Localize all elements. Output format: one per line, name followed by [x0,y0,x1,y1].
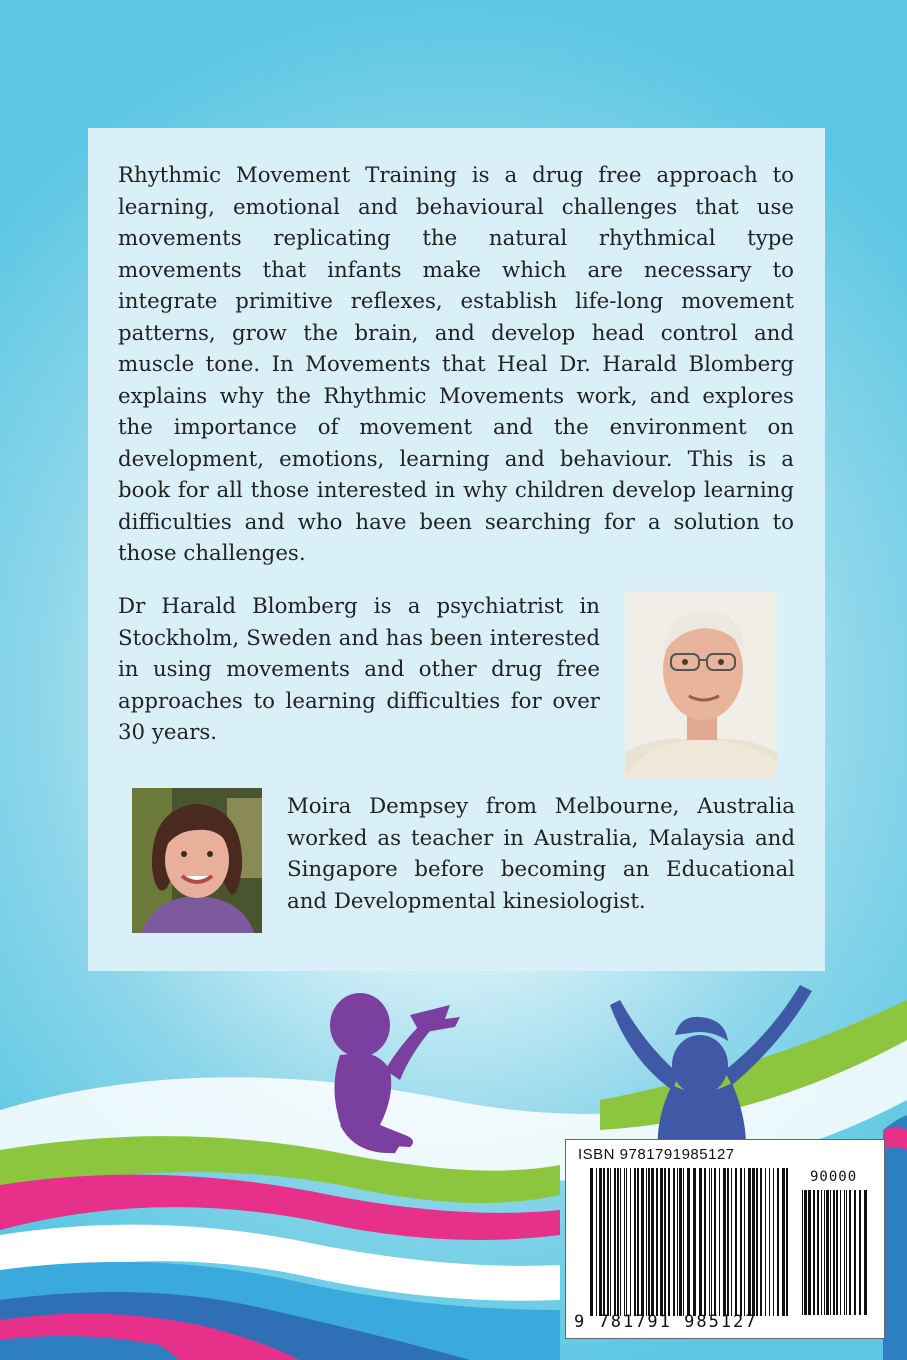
barcode-bar [648,1168,650,1316]
child-arms-raised-silhouette [610,985,812,1165]
barcode-bar [704,1168,706,1316]
barcode-bar [744,1168,745,1316]
barcode-bar [846,1190,847,1315]
barcode-bar [610,1168,611,1316]
barcode-bar [740,1168,742,1316]
barcode-bar [854,1190,856,1315]
barcode-bar [777,1168,779,1316]
barcode-digits: 9 781791 985127 [574,1312,758,1332]
barcode-bar [813,1190,815,1315]
children-silhouettes [300,975,860,1165]
barcode-bar [687,1168,690,1316]
barcode-bar [699,1168,702,1316]
barcode-bar [844,1190,845,1315]
barcode-bar [817,1190,819,1315]
price-code: 90000 [810,1169,858,1185]
barcode-bar [603,1168,605,1316]
barcode-bar [664,1168,666,1316]
barcode-bar [849,1190,851,1315]
barcode-bar [826,1190,829,1315]
barcode-bar [782,1168,785,1316]
barcode-bar [668,1168,670,1316]
barcode-bar [735,1168,737,1316]
barcode-bar [590,1168,593,1316]
barcode-bar [679,1168,682,1316]
isbn-label: ISBN 9781791985127 [578,1146,735,1163]
barcode-bar [709,1168,710,1316]
barcode-bar [646,1168,647,1316]
barcode-bar [620,1168,621,1316]
book-description: Rhythmic Movement Training is a drug free approach to learning, emotional and behavioural challenges that use movements replicating the natural rhythmical type movements that infants make which are necessary to integrate primitive reflexes, establish life-long movement patterns, grow the brain, and develop head control and muscle tone. In Movements that Heal Dr. Harald Blomberg explains why the Rhythmic Movements work, and explores the importance of movement and the environment on development, emotions, learning and behaviour. This is a book for all those interested in why children develop learning difficulties and who have been searching for a solution to those challenges. [118,163,794,566]
barcode-bar [651,1168,654,1316]
barcode-bar [673,1168,675,1316]
barcode-bar [773,1168,774,1316]
barcode-bar [614,1168,616,1316]
barcode-bar [808,1190,811,1315]
barcode-bar [656,1168,658,1316]
author-photo-blomberg [625,592,777,778]
barcode-bar [624,1168,625,1316]
barcode-bar [607,1168,609,1316]
barcode-bar [693,1168,696,1316]
barcode-bar [637,1168,639,1316]
barcode-bar [748,1168,751,1316]
toddler-with-plane-silhouette [330,993,460,1153]
barcode-bar [731,1168,732,1316]
barcode-bar [630,1168,631,1316]
barcode-bar [683,1168,684,1316]
barcode-bar [660,1168,663,1316]
barcode-bar [804,1190,807,1315]
barcode-bar [641,1168,644,1316]
barcode-bar [824,1190,825,1315]
barcode-bar [833,1190,835,1315]
barcode-bar [756,1168,758,1316]
author-photo-dempsey [132,788,262,933]
barcode-bar [859,1190,861,1315]
barcode-bar [677,1168,678,1316]
barcode-bar [864,1190,867,1315]
barcode-bar [596,1168,597,1316]
barcode-bars-main [590,1168,790,1316]
barcode-bar [760,1168,762,1316]
isbn-barcode [565,1139,885,1339]
barcode-bar [836,1190,838,1315]
barcode-bar [727,1168,729,1316]
barcode-bar [786,1168,788,1316]
barcode-bar [626,1168,627,1316]
barcode-bar [765,1168,766,1316]
author-bio-blomberg: Dr Harald Blomberg is a psychiatrist in Stockholm, Sweden and has been interested in using movements and other drug free approaches to learning difficulties for over 30 years. [118,594,600,745]
barcode-bar [711,1168,712,1316]
barcode-bar [714,1168,716,1316]
barcode-bar [617,1168,619,1316]
author-bio-dempsey: Moira Dempsey from Melbourne, Australia worked as teacher in Australia, Malaysia and Singapore before becoming an Educational and Developmental kinesiologist. [287,794,795,914]
barcode-bar [752,1168,755,1316]
barcode-bar [840,1190,841,1315]
barcode-bar [769,1168,770,1316]
barcode-bar [599,1168,602,1316]
barcode-bar [634,1168,636,1316]
barcode-bar [723,1168,726,1316]
barcode-bar [719,1168,720,1316]
barcode-bar [802,1190,803,1315]
barcode-bars-addon [802,1190,868,1315]
barcode-bar [830,1190,831,1315]
barcode-bar [821,1190,822,1315]
